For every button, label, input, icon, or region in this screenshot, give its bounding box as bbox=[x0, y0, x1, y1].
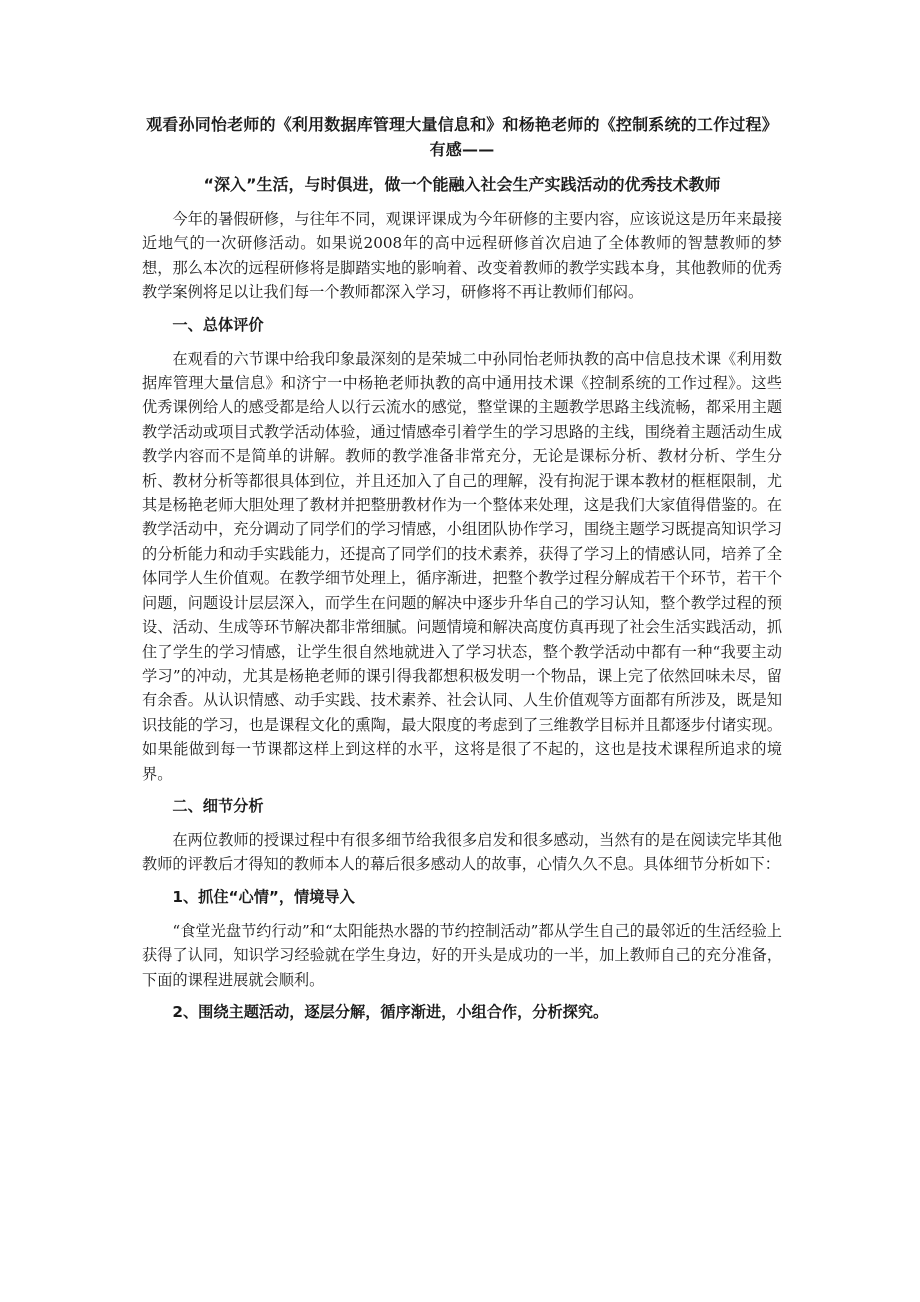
document-title: 观看孙同怡老师的《利用数据库管理大量信息和》和杨艳老师的《控制系统的工作过程》有感—— bbox=[146, 115, 778, 159]
section-body-details: 在两位教师的授课过程中有很多细节给我很多启发和很多感动，当然有的是在阅读完毕其他教师的评教后才得知的教师本人的幕后很多感动人的故事，心情久久不息。具体细节分析如下： bbox=[142, 830, 782, 874]
section-heading-details: 二、细节分析 bbox=[172, 796, 264, 815]
intro-paragraph: 今年的暑假研修，与往年不同，观课评课成为今年研修的主要内容，应该说这是历年来最接近地气的一次研修活动。如果说2008年的高中远程研修首次启迪了全体教师的智慧教师的梦想，那么本次的远程研修将是脚踏实地的影响着、改变着教师的教学实践本身，其他教师的优秀教学案例将足以让我们每一个教师都深入学习，研修将不再让教师们郁闷。 bbox=[142, 210, 782, 302]
point-heading-1: 1、抓住“心情”，情境导入 bbox=[172, 887, 355, 906]
document-subtitle: “深入”生活，与时俱进，做一个能融入社会生产实践活动的优秀技术教师 bbox=[203, 175, 721, 194]
section-heading-overall: 一、总体评价 bbox=[172, 315, 264, 334]
section-body-overall: 在观看的六节课中给我印象最深刻的是荣城二中孙同怡老师执教的高中信息技术课《利用数据库管理大量信息》和济宁一中杨艳老师执教的高中通用技术课《控制系统的工作过程》。这些优秀课例给人的感受都是给人以行云流水的感觉，整堂课的主题教学思路主线流畅，都采用主题教学活动或项目式教学活动体验，通过情感牵引着学生的学习思路的主线，围绕着主题活动生成教学内容而不是简单的讲解。教师的教学准备非常充分，无论是课标分析、教材分析、学生分析、教材分析等都很具体到位，并且还加入了自己的理解，没有拘泥于课本教材的框框限制，尤其是杨艳老师大胆处理了教材并把整册教材作为一个整体来处理，这是我们大家值得借鉴的。在教学活动中，充分调动了同学们的学习情感，小组团队协作学习，围绕主题学习既提高知识学习的分析能力和动手实践能力，还提高了同学们的技术素养，获得了学习上的情感认同，培养了全体同学人生价值观。在教学细节处理上，循序渐进，把整个教学过程分解成若干个环节，若干个问题，问题设计层层深入，而学生在问题的解决中逐步升华自己的学习认知，整个教学过程的预设、活动、生成等环节解决都非常细腻。问题情境和解决高度仿真再现了社会生活实践活动，抓住了学生的学习情感，让学生很自然地就进入了学习状态，整个教学活动中都有一种“我要主动学习”的冲动，尤其是杨艳老师的课引得我都想积极发明一个物品，课上完了依然回味未尽，留有余香。从认识情感、动手实践、技术素养、社会认同、人生价值观等方面都有所涉及，既是知识技能的学习，也是课程文化的熏陶，最大限度的考虑到了三维教学目标并且都逐步付诸实现。如果能做到每一节课都这样上到这样的水平，这将是很了不起的，这也是技术课程所追求的境界。 bbox=[142, 349, 782, 783]
point-heading-2: 2、围绕主题活动，逐层分解，循序渐进，小组合作，分析探究。 bbox=[172, 1002, 609, 1021]
document-content bbox=[142, 112, 782, 1034]
point-body-1: “食堂光盘节约行动”和“太阳能热水器的节约控制活动”都从学生自己的最邻近的生活经验上获得了认同，知识学习经验就在学生身边，好的开头是成功的一半，加上教师自己的充分准备，下面的课程进展就会顺利。 bbox=[142, 921, 782, 989]
